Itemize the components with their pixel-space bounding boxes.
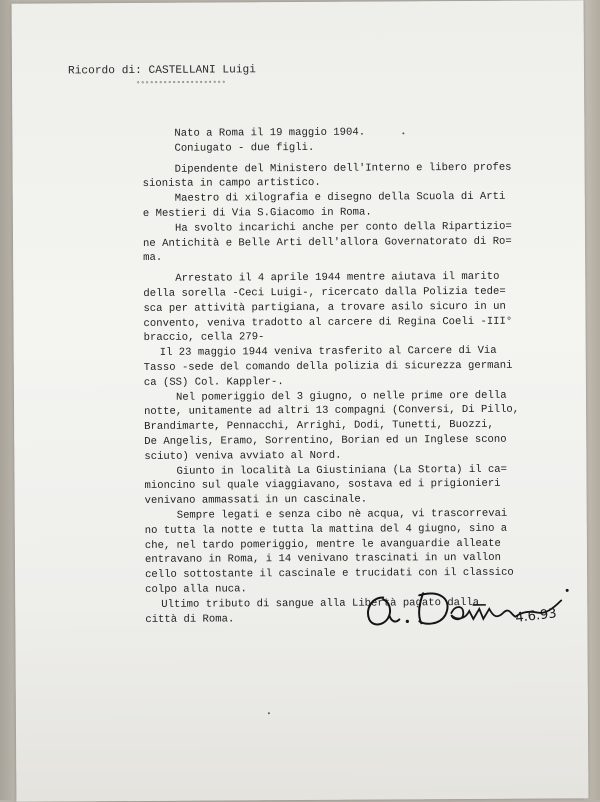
body-line: colpo alla nuca. <box>145 583 247 596</box>
body-line: entravano in Roma, i 14 venivano trascinati in un vallon <box>144 552 502 567</box>
heading-underline: °°°°°°°°°°°°°°°°°°°° <box>136 80 227 89</box>
body-line: cello sottostante il cascinale e trucidati con il classico <box>145 566 514 582</box>
body-line: venivano ammassati in un cascinale. <box>144 493 368 508</box>
body-line: ne Antichità e Belle Arti dell'allora Governatorato di Ro= <box>142 235 512 250</box>
body-line: mioncino sul quale viaggiavano, sostava ed i prigionieri <box>144 478 501 493</box>
document-heading: Ricordo di: CASTELLANI Luigi <box>67 64 256 78</box>
body-line: che, nel tardo pomeriggio, mentre le avanguardie alleate <box>144 537 501 552</box>
body-line: Dipendente del Ministero dell'Interno e libero profes <box>174 161 512 176</box>
paper-speck <box>268 712 270 714</box>
body-line: sciuto) veniva avviato al Nord. <box>144 449 342 463</box>
body-line: Ha svolto incarichi anche per conto della Ripartizio= <box>174 220 512 235</box>
body-line: e Mestieri di Via S.Giacomo in Roma. <box>142 206 372 220</box>
body-line: Arrestato il 4 aprile 1944 mentre aiutava il marito <box>175 270 500 285</box>
body-line: Maestro di xilografia e disegno della Scuola di Arti <box>174 190 506 205</box>
body-line: Brandimarte, Pennacchi, Arrighi, Dodi, Tunetti, Buozzi, <box>144 418 494 434</box>
body-line: notte, unitamente ad altri 13 compagni (Conversi, Di Pillo, <box>144 404 520 419</box>
document-body <box>142 124 555 627</box>
body-line: no tutta la notte e tutta la mattina del 4 giugno, sino a <box>144 522 508 537</box>
body-line: città di Roma. <box>145 612 235 626</box>
body-line: sionista in campo artistico. <box>142 177 321 191</box>
body-line: Nel pomeriggio del 3 giugno, o nelle prime ore della <box>175 389 507 404</box>
body-line: della sorella -Ceci Luigi-, ricercato dalla Polizia tede= <box>143 285 506 300</box>
body-line: De Angelis, Eramo, Sorrentino, Borian ed un Inglese scono <box>144 433 507 448</box>
body-line: Sempre legati e senza cibo nè acqua, vi trascorrevai <box>176 507 508 522</box>
handwritten-date: 4.6.93 <box>514 606 558 626</box>
body-line: sca per attività partigiana, a trovare asilo sicuro in un <box>143 300 506 315</box>
body-line: Giunto in località La Giustiniana (La Storta) il ca= <box>176 463 508 478</box>
paper-speck <box>402 132 404 134</box>
body-line: Nato a Roma il 19 maggio 1904. <box>174 126 366 140</box>
body-line: ma. <box>143 252 163 265</box>
body-line: ca (SS) Col. Kappler-. <box>143 375 284 389</box>
body-line: Il 23 maggio 1944 veniva trasferito al Carcere di Via <box>159 344 497 360</box>
body-line: Tasso -sede del comando della polizia di sicurezza germani <box>143 359 513 374</box>
body-line: Coniugato - due figli. <box>174 141 315 155</box>
body-line: convento, veniva tradotto al carcere di Regina Coeli -III° <box>143 315 513 330</box>
body-line: braccio, cella 279- <box>143 331 265 345</box>
body-line: Ultimo tributo di sangue alla Libertà pagato dalla <box>161 596 480 611</box>
document-page <box>12 0 589 801</box>
